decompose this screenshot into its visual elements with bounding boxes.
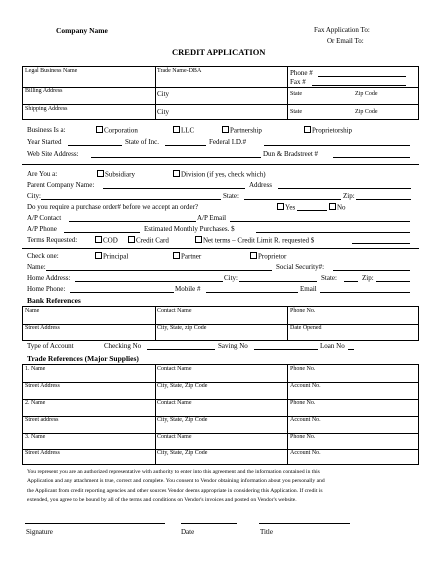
web-site-label: Web Site Address: — [27, 150, 79, 158]
cod-option[interactable]: COD — [95, 236, 118, 245]
dun-bradstreet-field[interactable] — [333, 157, 410, 158]
state-of-inc-label: State of Inc. — [125, 138, 160, 146]
trade-ref-city-label: City, State, Zip Code — [157, 450, 208, 456]
corporation-checkbox[interactable] — [96, 126, 103, 133]
page-title: CREDIT APPLICATION — [172, 47, 266, 57]
parent-state-field[interactable] — [244, 199, 341, 200]
business-is-a-label: Business Is a: — [27, 126, 66, 134]
phone-label: Phone # — [290, 69, 313, 77]
trade-ref-street-label: Street Address — [25, 383, 60, 389]
principal-option[interactable]: Principal — [95, 252, 128, 261]
ap-contact-label: A/P Contact — [27, 214, 62, 222]
home-city-field[interactable] — [239, 281, 317, 282]
home-state-field[interactable] — [344, 281, 358, 282]
proprietorship-option[interactable]: Proprietorship — [304, 126, 352, 135]
trade-ref-account-label: Account No. — [290, 417, 321, 423]
ap-phone-field[interactable] — [64, 232, 140, 233]
division-checkbox[interactable] — [173, 170, 180, 177]
loan-no-field[interactable] — [348, 349, 354, 350]
fax-label: Fax # — [290, 78, 306, 86]
ap-email-label: A/P Email — [197, 214, 227, 222]
section-divider — [22, 248, 419, 249]
legal-statement — [27, 468, 325, 506]
home-phone-label: Home Phone: — [27, 285, 66, 293]
home-zip-label: Zip: — [362, 274, 374, 282]
trade-references-table — [22, 364, 419, 465]
shipping-zip-label: Zip Code — [355, 109, 378, 115]
billing-city-label: City — [157, 90, 170, 98]
po-yes-line — [297, 210, 327, 211]
web-site-field[interactable] — [91, 157, 261, 158]
or-email-label: Or Email To: — [327, 37, 364, 45]
trade-ref-account-label: Account No. — [290, 450, 321, 456]
phone-field[interactable] — [318, 76, 406, 77]
parent-address-label: Address — [249, 181, 272, 189]
are-you-a-label: Are You a: — [27, 170, 58, 178]
bank-name-label: Name — [25, 308, 40, 314]
principal-name-field[interactable] — [46, 270, 272, 271]
type-of-account-label: Type of Account — [27, 342, 74, 350]
credit-card-option[interactable]: Credit Card — [128, 236, 169, 245]
trade-ref-name-label: 1. Name — [25, 366, 46, 372]
trade-ref-contact-label: Contact Name — [157, 400, 192, 406]
shipping-address-label: Shipping Address — [25, 106, 68, 112]
legal-line: Application and any attachment is true, correct and complete. You consent to Vendor obtaining information about you personally and — [27, 478, 325, 485]
billing-zip-label: Zip Code — [355, 91, 378, 97]
date-label: Date — [181, 528, 195, 536]
parent-address-field[interactable] — [278, 188, 411, 189]
bank-phone-label: Phone No. — [290, 308, 316, 314]
home-city-label: City: — [224, 274, 239, 282]
trade-ref-name-label: 3. Name — [25, 434, 46, 440]
home-state-label: State: — [321, 274, 337, 282]
legal-line: extended, you agree to be bound by all of the terms and conditions on Vendor's invoices and posted on Vendor's website. — [27, 497, 297, 504]
trade-references-heading: Trade References (Major Supplies) — [27, 354, 139, 363]
legal-business-name-label: Legal Business Name — [25, 68, 78, 74]
parent-company-label: Parent Company Name: — [27, 181, 95, 189]
mobile-field[interactable] — [206, 292, 298, 293]
partnership-option[interactable]: Partnership — [222, 126, 262, 135]
ap-email-field[interactable] — [230, 221, 410, 222]
section-divider — [22, 164, 419, 165]
federal-id-field[interactable] — [264, 145, 410, 146]
cod-checkbox[interactable] — [95, 236, 102, 243]
home-address-field[interactable] — [75, 281, 223, 282]
mobile-label: Mobile # — [175, 285, 201, 293]
title-field[interactable] — [259, 523, 350, 524]
federal-id-label: Federal I.D.# — [209, 138, 247, 146]
po-question-label: Do you require a purchase order# before we accept an order? — [27, 203, 199, 211]
parent-zip-field[interactable] — [356, 199, 411, 200]
social-security-field[interactable] — [333, 270, 410, 271]
fax-field[interactable] — [312, 85, 406, 86]
trade-ref-account-label: Account No. — [290, 383, 321, 389]
loan-no-label: Loan No — [320, 342, 345, 350]
estimated-purchases-label: Estimated Monthly Purchases. $ — [144, 225, 235, 233]
year-started-label: Year Started — [27, 138, 62, 146]
trade-ref-city-label: City, State, Zip Code — [157, 383, 208, 389]
trade-ref-phone-label: Phone No. — [290, 366, 316, 372]
bank-references-heading: Bank References — [27, 296, 81, 305]
llc-checkbox[interactable] — [173, 126, 180, 133]
parent-zip-label: Zip: — [343, 192, 355, 200]
partner-option[interactable]: Partner — [173, 252, 201, 261]
division-option[interactable]: Division (if yes, check which) — [173, 170, 266, 179]
parent-company-field[interactable] — [103, 188, 245, 189]
trade-ref-street-label: Street Address — [25, 450, 60, 456]
bank-date-opened-label: Date Opened — [290, 325, 322, 331]
credit-limit-field[interactable] — [352, 243, 410, 244]
signature-field[interactable] — [25, 523, 165, 524]
bank-contact-label: Contact Name — [157, 308, 192, 314]
trade-ref-city-label: City, State, Zip Code — [157, 417, 208, 423]
trade-ref-contact-label: Contact Name — [157, 366, 192, 372]
bank-street-label: Street Address — [25, 325, 60, 331]
saving-no-field[interactable] — [254, 349, 318, 350]
company-name: Company Name — [56, 26, 108, 35]
shipping-city-label: City — [157, 108, 170, 116]
year-started-field[interactable] — [68, 145, 122, 146]
net-terms-checkbox[interactable] — [195, 236, 202, 243]
parent-city-field[interactable] — [41, 199, 221, 200]
trade-ref-contact-label: Contact Name — [157, 434, 192, 440]
trade-ref-name-label: 2. Name — [25, 400, 46, 406]
llc-option[interactable]: LLC — [173, 126, 194, 135]
principal-email-field[interactable] — [320, 292, 410, 293]
billing-address-label: Billing Address — [25, 88, 63, 94]
home-zip-field[interactable] — [376, 281, 410, 282]
principal-email-label: Email — [300, 285, 317, 293]
bank-city-label: City, State, zip Code — [157, 325, 207, 331]
principal-name-label: Name: — [27, 263, 46, 271]
trade-ref-phone-label: Phone No. — [290, 400, 316, 406]
fax-application-label: Fax Application To: — [314, 26, 370, 34]
legal-line: You represent you are an authorized representative with authority to enter into this agreement and the information contained in this — [27, 469, 320, 475]
shipping-state-label: State — [290, 109, 302, 115]
subsidiary-option[interactable]: Subsidiary — [97, 170, 135, 179]
parent-state-label: State: — [223, 192, 239, 200]
dun-bradstreet-label: Dun & Bradstreet # — [263, 150, 319, 158]
billing-state-label: State — [290, 91, 302, 97]
ap-phone-label: A/P Phone — [27, 225, 57, 233]
proprietor-checkbox[interactable] — [250, 252, 257, 259]
po-no-option[interactable]: No — [329, 203, 346, 212]
signature-label: Signature — [26, 528, 53, 536]
title-label: Title — [260, 528, 273, 536]
parent-city-label: City: — [27, 192, 42, 200]
home-phone-field[interactable] — [70, 292, 174, 293]
credit-card-checkbox[interactable] — [128, 236, 135, 243]
po-yes-option[interactable]: Yes — [277, 203, 295, 212]
bank-references-table — [22, 306, 419, 341]
partnership-checkbox[interactable] — [222, 126, 229, 133]
saving-no-label: Saving No — [218, 342, 248, 350]
legal-line: the Applicant from credit reporting agencies and other sources Vendor deems appropriate in considering this Application. If credit is — [27, 487, 323, 494]
estimated-purchases-field[interactable] — [256, 232, 410, 233]
corporation-option[interactable]: Corporation — [96, 126, 138, 135]
terms-requested-label: Terms Requested: — [27, 236, 78, 244]
proprietor-option[interactable]: Proprietor — [250, 252, 286, 261]
subsidiary-checkbox[interactable] — [97, 170, 104, 177]
checking-no-label: Checking No — [104, 342, 142, 350]
principal-checkbox[interactable] — [95, 252, 102, 259]
social-security-label: Social Security#: — [276, 263, 325, 271]
proprietorship-checkbox[interactable] — [304, 126, 311, 133]
partner-checkbox[interactable] — [173, 252, 180, 259]
home-address-label: Home Address: — [27, 274, 71, 282]
trade-ref-phone-label: Phone No. — [290, 434, 316, 440]
state-of-inc-field[interactable] — [165, 145, 206, 146]
check-one-label: Check one: — [27, 252, 59, 260]
checking-no-field[interactable] — [147, 349, 215, 350]
po-yes-checkbox[interactable] — [277, 203, 284, 210]
po-no-checkbox[interactable] — [329, 203, 336, 210]
trade-ref-street-label: Street address — [25, 417, 59, 423]
date-field[interactable] — [181, 523, 237, 524]
trade-name-label: Trade Name-DBA — [157, 68, 202, 74]
ap-contact-field[interactable] — [69, 221, 196, 222]
net-terms-option[interactable]: Net terms – Credit Limit R. requested $ — [195, 236, 314, 245]
